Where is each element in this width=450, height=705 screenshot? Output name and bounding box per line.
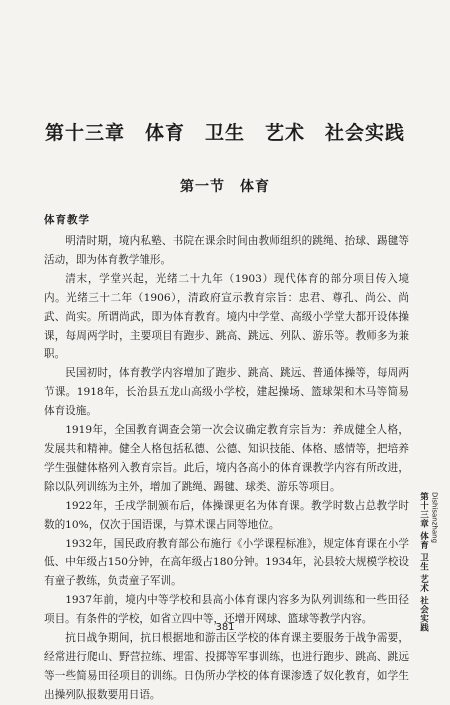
paragraph: 抗日战争期间，抗日根据地和游击区学校的体育课主要服务于战争需要，经常进行爬山、野营拉练、埋雷、投掷等军事训练，也进行跑步、跳高、跳远等一些简易田径项目的训练。日伪所办学校的体育课渗透了奴化教育，如学生出操列队报数要用日语。 [44,632,409,701]
side-tab-english: Dishisanzhang [430,492,439,544]
chapter-side-tab [416,492,440,632]
paragraph: 明清时期，境内私塾、书院在课余时间由教师组织的跳绳、抬球、踢毽等活动，即为体育教学雏形。 [44,235,409,266]
subheading: 体育教学 [44,214,90,226]
paragraph: 1932年，国民政府教育部公布施行《小学课程标准》，规定体育课在小学低、中年级占150分钟，在高年级占180分钟。1934年，沁县较大规模学校设有童子教练，负责童子军训。 [44,537,409,588]
paragraph: 1937年前，境内中等学校和县高小体育课内容多为队列训练和一些田径项目。有条件的学校，如省立四中等，还增开网球、篮球等教学内容。 [44,594,409,626]
paragraph: 1922年，壬戌学制颁布后，体操课更名为体育课。教学时数占总教学时数的10%，仅次于国语课，与算术课占同等地位。 [44,499,409,531]
page-number: 381 [215,622,235,633]
chapter-title: 第十三章 体育 卫生 艺术 社会实践 [44,122,405,144]
body-text [44,232,409,705]
paragraph: 民国初时，体育教学内容增加了跑步、跳高、跳远、普通体操等，每周两节课。1918年，长治县五龙山高级小学校，建起操场、篮球架和木马等简易体育设施。 [44,367,409,418]
side-tab-chinese: 第十三章 体育 卫生 艺术 社会实践 [418,492,429,632]
paragraph: 1919年，全国教育调查会第一次会议确定教育宗旨为：养成健全人格，发展共和精神。健全人格包括私德、公德、知识技能、体格、感情等，把培养学生强健体格列入教育宗旨。此后，境内各高小的体育课教学内容有所改进，除以队列训练为主外，增加了跳绳、踢毽、球类、游乐等项目。 [44,424,409,493]
section-title: 第一节 体育 [180,179,270,195]
paragraph: 清末，学堂兴起，光绪二十九年（1903）现代体育的部分项目传入境内。光绪三十二年（1906），清政府宣示教育宗旨：忠君、尊孔、尚公、尚武、尚实。所谓尚武，即为体育教育。境内中学堂、高级小学堂大都开设体操课，每周两学时，主要项目有跑步、跳高、跳远、列队、游乐等。教师多为兼职。 [44,272,409,361]
